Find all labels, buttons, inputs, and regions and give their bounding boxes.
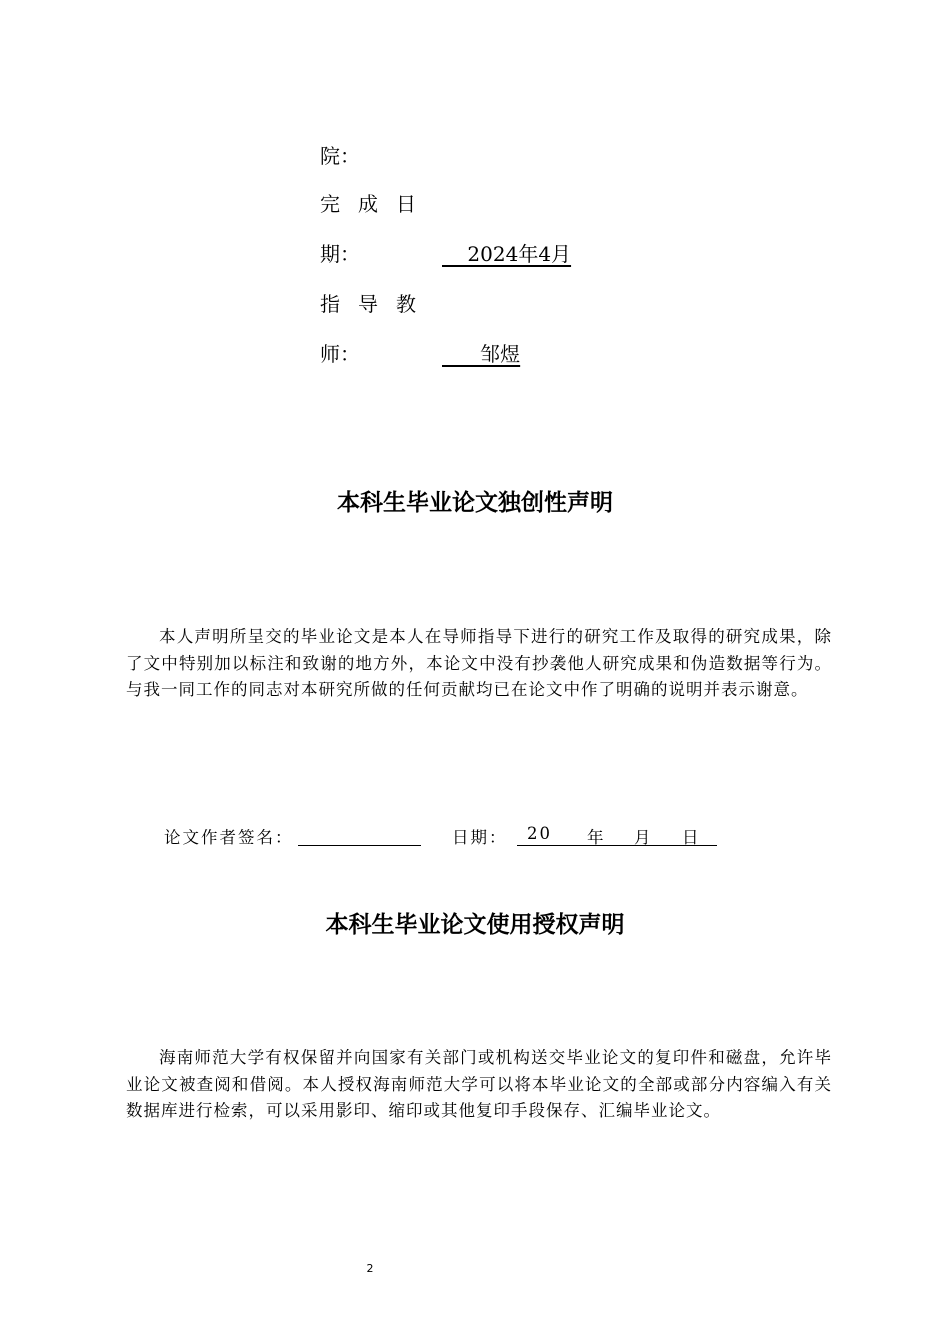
author-signature-line xyxy=(298,845,421,846)
originality-title: 本科生毕业论文独创性声明 xyxy=(337,490,613,516)
date-year-unit: 年 xyxy=(587,828,606,847)
completion-date-value: 2024年4月 xyxy=(442,242,572,266)
advisor-value: 邹煜 xyxy=(442,342,521,366)
authorization-title: 本科生毕业论文使用授权声明 xyxy=(325,912,625,938)
date-month-unit: 月 xyxy=(634,828,653,847)
date-day-unit: 日 xyxy=(682,828,701,847)
college-label: 院： xyxy=(320,144,360,168)
authorization-body: 海南师范大学有权保留并向国家有关部门或机构送交毕业论文的复印件和磁盘，允许毕业论文被查阅和借阅。本人授权海南师范大学可以将本毕业论文的全部或部分内容编入有关数据库进行检索，可以采用影印、缩印或其他复印手段保存、汇编毕业论文。 xyxy=(126,1048,832,1120)
originality-body: 本人声明所呈交的毕业论文是本人在导师指导下进行的研究工作及取得的研究成果，除了文中特别加以标注和致谢的地方外，本论文中没有抄袭他人研究成果和伪造数据等行为。与我一同工作的同志对本研究所做的任何贡献均已在论文中作了明确的说明并表示谢意。 xyxy=(126,627,832,699)
completion-date-label-line2: 期： xyxy=(320,242,360,266)
advisor-label-line1: 指导教 xyxy=(320,292,434,316)
page-number: 2 xyxy=(366,1262,374,1275)
advisor-label-line2: 师： xyxy=(320,342,360,366)
author-signature-label: 论文作者签名： xyxy=(164,828,294,847)
completion-date-label-line1: 完成日 xyxy=(320,192,434,216)
date-label: 日期： xyxy=(452,828,508,847)
date-year-prefix: 20 xyxy=(527,824,552,843)
